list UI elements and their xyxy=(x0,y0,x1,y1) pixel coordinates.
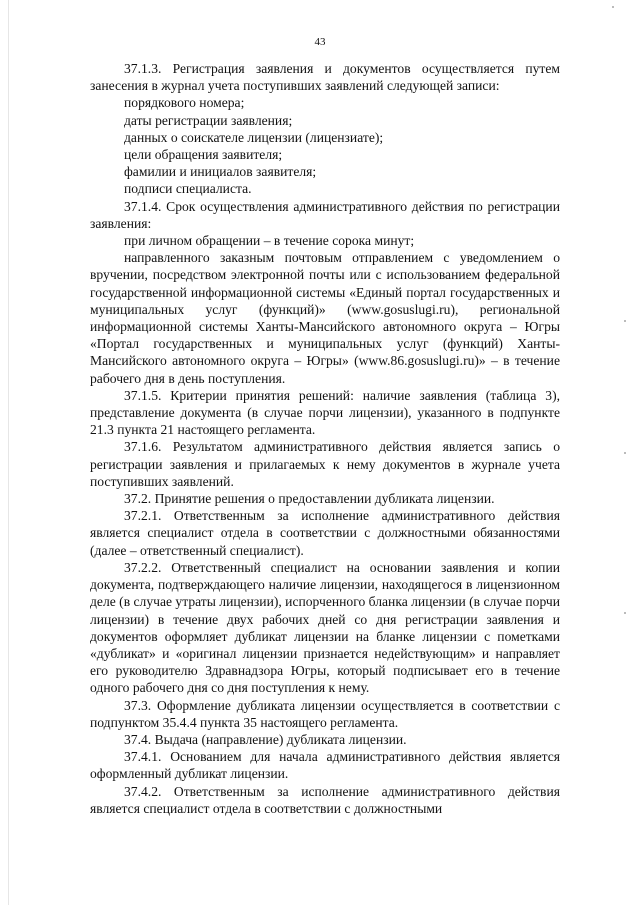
scan-dot xyxy=(624,612,626,614)
list-item: порядкового номера; xyxy=(124,95,245,111)
scan-dot xyxy=(624,320,626,322)
list-item: подписи специалиста. xyxy=(124,181,252,197)
list-item: при личном обращении – в течение сорока минут; xyxy=(124,233,415,249)
scan-edge-line xyxy=(8,0,9,905)
paragraph: 37.3. Оформление дубликата лицензии осуществляется в соответствии с подпунктом 35.4.4 пункта 35 настоящего регламента. xyxy=(90,697,560,730)
page-number: 43 xyxy=(314,36,326,48)
paragraph: направленного заказным почтовым отправлением с уведомлением о вручении, посредством электронной почты или с использованием федеральной государственной информационной системы «Единый портал государственных и муниципальных услуг (функций)» (www.gosuslugi.ru), региональной информационной системы Ханты-Мансийского автономного округа – Югры «Портал государственных и муниципальных услуг (функций) Ханты-Мансийского автономного округа – Югры» (www.86.gosuslugi.ru)» – в течение рабочего дня в день поступления. xyxy=(90,250,560,386)
list-item: данных о соискателе лицензии (лицензиате); xyxy=(124,129,384,145)
paragraph: 37.1.5. Критерии принятия решений: наличие заявления (таблица 3), представление документа (в случае порчи лицензии), указанного в подпункте 21.3 пункта 21 настоящего регламента. xyxy=(90,387,560,438)
paragraph: 37.1.3. Регистрация заявления и документов осуществляется путем занесения в журнал учета поступивших заявлений следующей записи: xyxy=(90,61,560,94)
scan-dot xyxy=(624,452,626,454)
list-item: фамилии и инициалов заявителя; xyxy=(124,164,317,180)
paragraph: 37.1.4. Срок осуществления административного действия по регистрации заявления: xyxy=(90,198,560,231)
paragraph: 37.4.1. Основанием для начала административного действия является оформленный дубликат лицензии. xyxy=(90,749,560,782)
document-body xyxy=(90,60,560,817)
paragraph: 37.2. Принятие решения о предоставлении дубликата лицензии. xyxy=(124,491,495,507)
list-item: даты регистрации заявления; xyxy=(124,112,293,128)
paragraph: 37.4.2. Ответственным за исполнение административного действия является специалист отдела в соответствии с должностными xyxy=(90,783,560,816)
paragraph: 37.2.2. Ответственный специалист на основании заявления и копии документа, подтверждающего наличие лицензии, находящегося в лицензионном деле (в случае утраты лицензии), испорченного бланка лицензии (в случае порчи лицензии) в течение двух рабочих дней со дня регистрации заявления и документов оформляет дубликат лицензии на бланке лицензии с пометками «дубликат» и «оригинал лицензии признается недействующим» и направляет его руководителю Здравнадзора Югры, который подписывает его в течение одного рабочего дня со дня поступления к нему. xyxy=(90,559,561,696)
paragraph: 37.2.1. Ответственным за исполнение административного действия является специалист отдела в соответствии с должностными обязанностями (далее – ответственный специалист). xyxy=(90,508,560,558)
list-item: цели обращения заявителя; xyxy=(124,147,283,163)
scan-dot xyxy=(612,6,614,8)
paragraph: 37.4. Выдача (направление) дубликата лицензии. xyxy=(124,731,407,747)
paragraph: 37.1.6. Результатом административного действия является запись о регистрации заявления и прилагаемых к нему документов в журнале учета поступивших заявлений. xyxy=(90,439,560,489)
